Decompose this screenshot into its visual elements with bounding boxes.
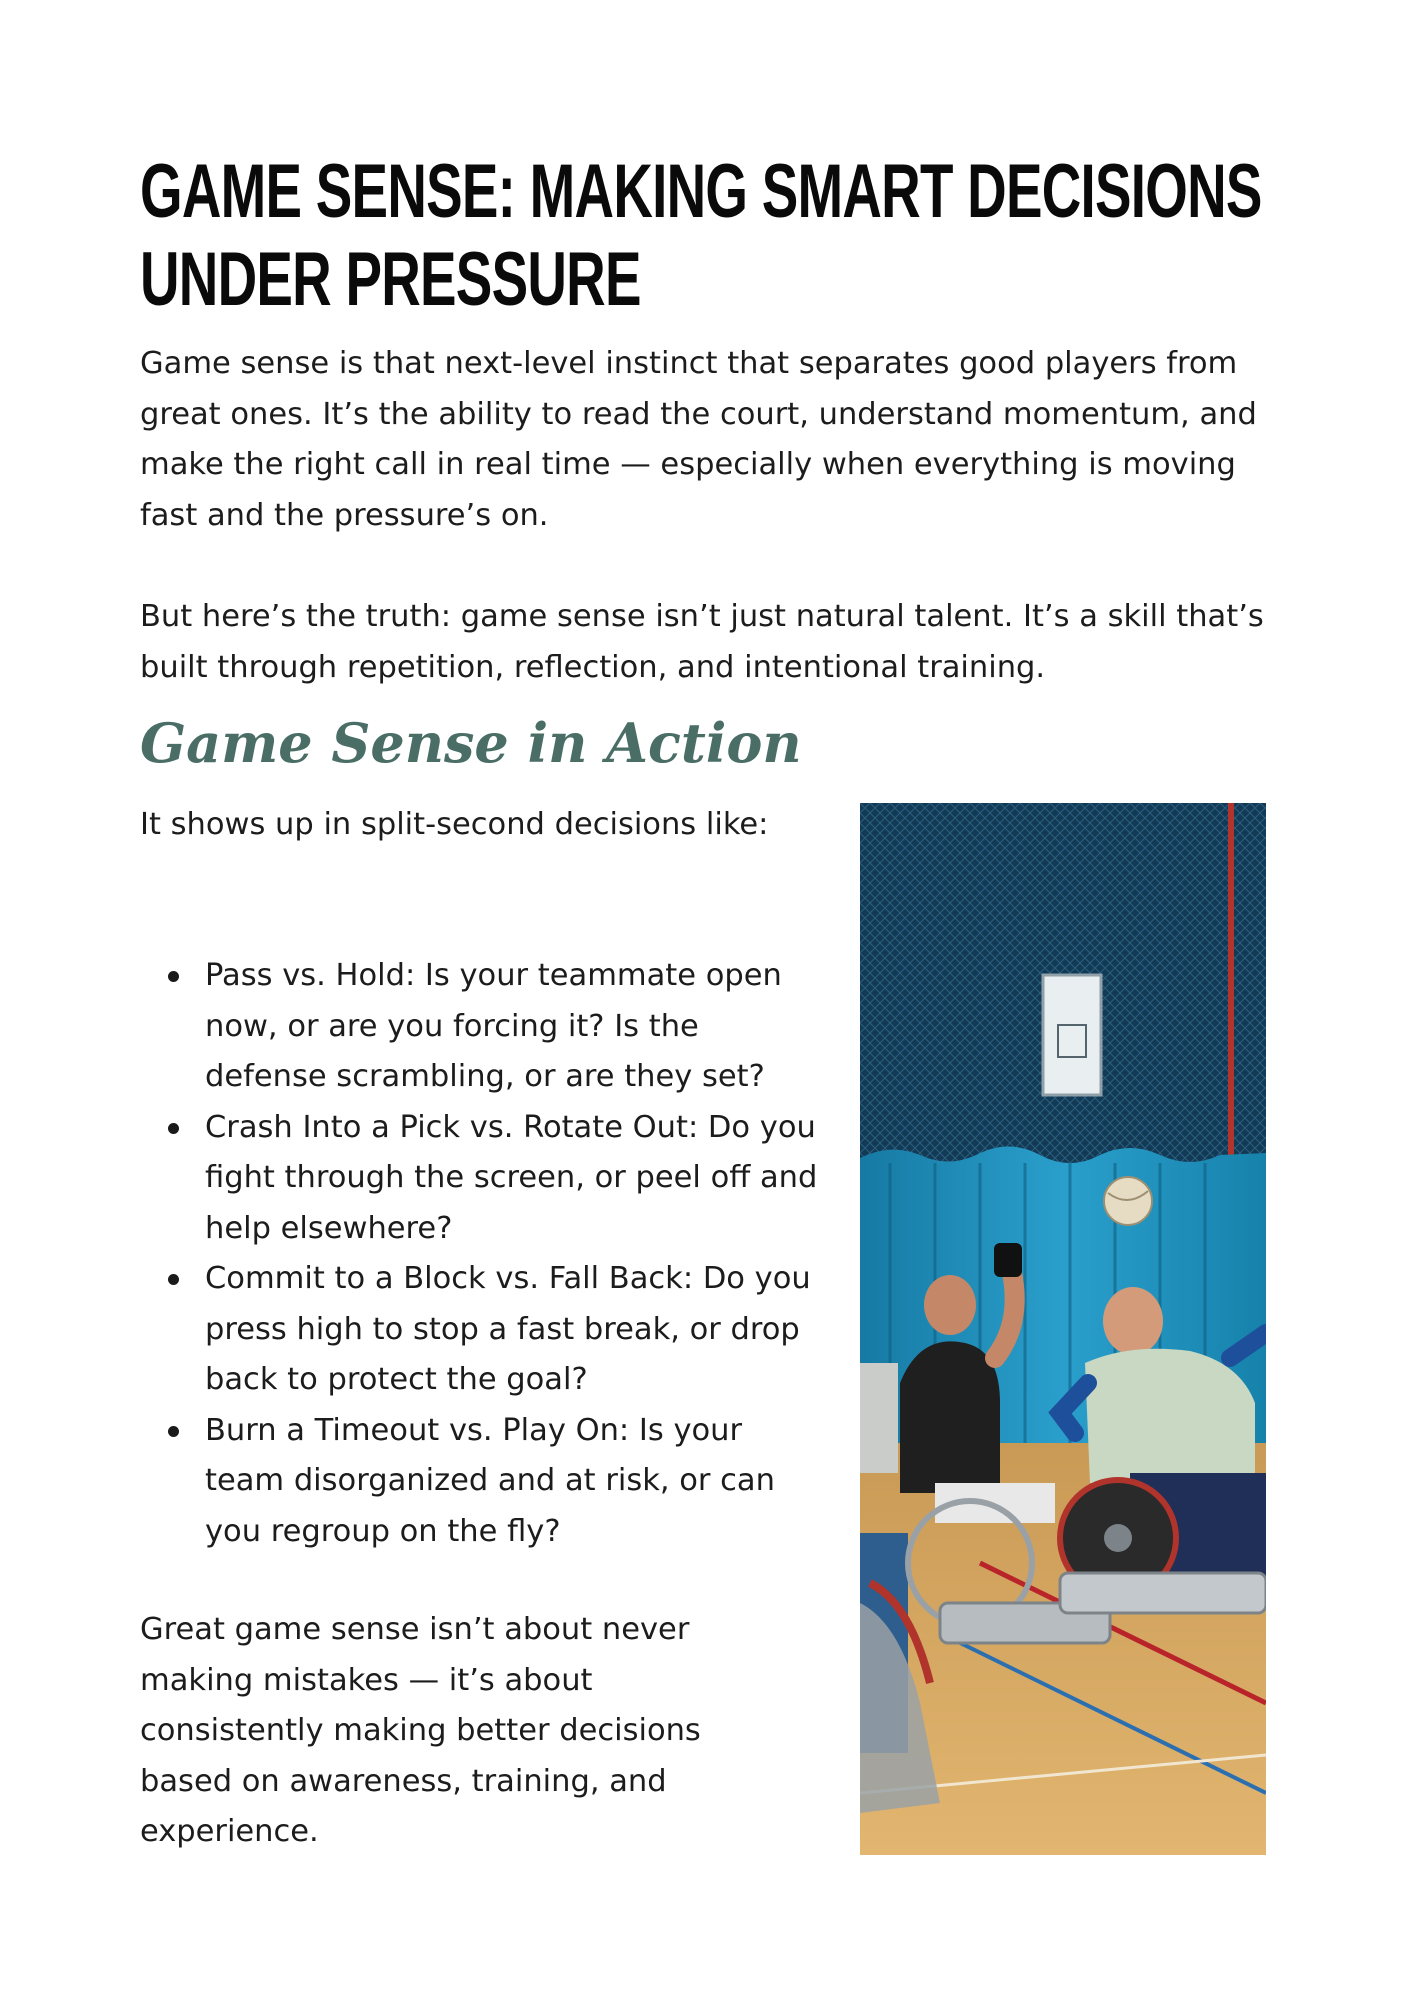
intro-paragraph-2: But here’s the truth: game sense isn’t just natural talent. It’s a skill that’s built through repetition, reflection, and intentional training. bbox=[140, 599, 1264, 685]
bullet-icon bbox=[168, 1274, 179, 1285]
list-item bbox=[140, 951, 820, 1103]
section-heading: Game Sense in Action bbox=[140, 711, 802, 775]
wheelchair-rugby-photo bbox=[860, 803, 1266, 1855]
decision-list bbox=[140, 951, 820, 1557]
bullet-icon bbox=[168, 1426, 179, 1437]
list-item bbox=[140, 1254, 820, 1406]
intro-paragraph-1: Game sense is that next-level instinct that separates good players from great ones. It’s the ability to read the court, understand momentum, and make the right call in real time — especially when everything is moving fast and the pressure’s on. bbox=[140, 346, 1257, 533]
list-item bbox=[140, 1406, 820, 1558]
bullet-icon bbox=[168, 1123, 179, 1134]
list-item-text: Burn a Timeout vs. Play On: Is your team disorganized and at risk, or can you regroup on the fly? bbox=[205, 1412, 775, 1549]
list-item-text: Pass vs. Hold: Is your teammate open now, or are you forcing it? Is the defense scrambling, or are they set? bbox=[205, 958, 782, 1094]
list-item bbox=[140, 1103, 820, 1255]
list-item-text: Commit to a Block vs. Fall Back: Do you press high to stop a fast break, or drop back to protect the goal? bbox=[205, 1261, 811, 1397]
list-item-text: Crash Into a Pick vs. Rotate Out: Do you fight through the screen, or peel off and help elsewhere? bbox=[205, 1109, 818, 1246]
bullet-icon bbox=[168, 971, 179, 982]
section-lead: It shows up in split-second decisions like: bbox=[140, 807, 769, 842]
wheelchair-rugby-illustration bbox=[860, 803, 1266, 1855]
page-title: GAME SENSE: MAKING SMART DECISIONS UNDER PRESSURE bbox=[140, 149, 1262, 322]
closing-paragraph: Great game sense isn’t about never making mistakes — it’s about consistently making better decisions based on awareness, training, and experience. bbox=[140, 1612, 701, 1849]
